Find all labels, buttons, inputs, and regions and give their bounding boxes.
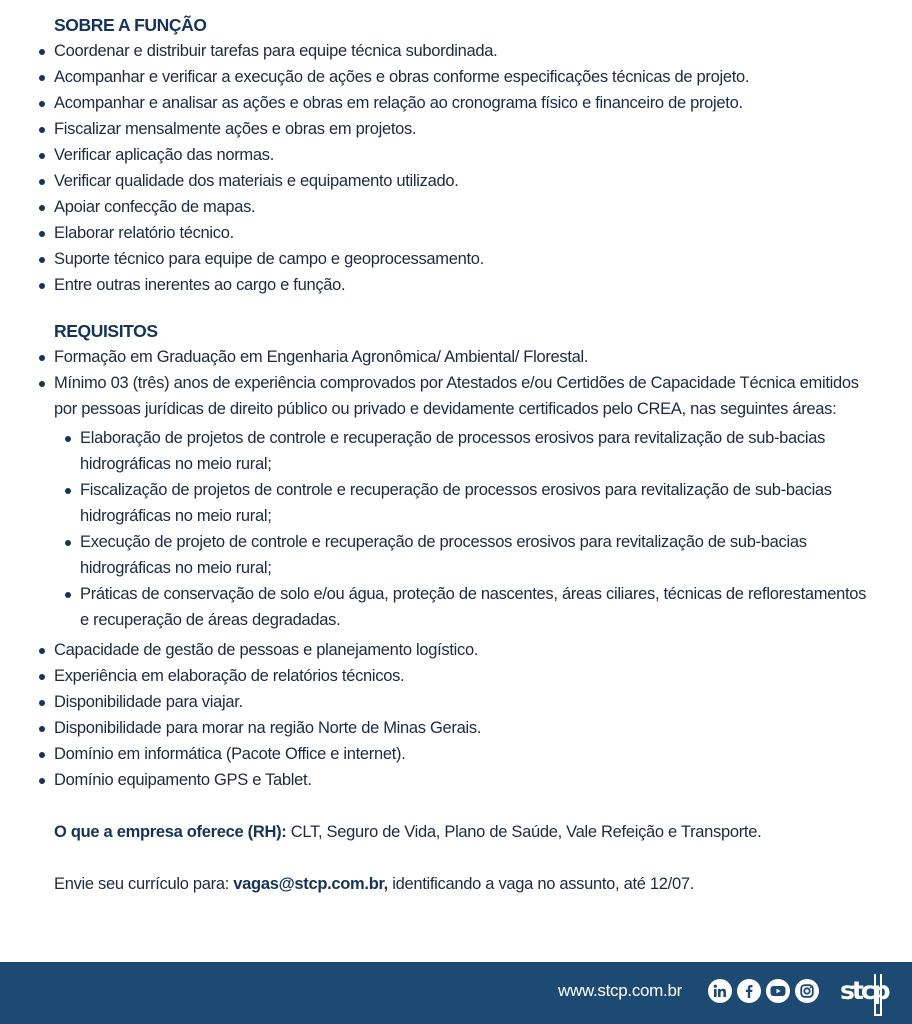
list-item: Verificar qualidade dos materiais e equipamento utilizado.	[54, 168, 874, 194]
list-item: Disponibilidade para viajar.	[54, 689, 874, 715]
requisitos-heading: REQUISITOS	[54, 321, 158, 341]
list-item: Capacidade de gestão de pessoas e planejamento logístico.	[54, 637, 874, 663]
email-link[interactable]: vagas@stcp.com.br,	[233, 875, 388, 893]
linkedin-icon[interactable]	[708, 979, 732, 1003]
list-item: Apoiar confecção de mapas.	[54, 194, 874, 220]
stcp-logo: stcp	[838, 972, 884, 1016]
instagram-icon[interactable]	[795, 979, 819, 1003]
list-item: Verificar aplicação das normas.	[54, 142, 874, 168]
sub-list-item: Execução de projeto de controle e recuperação de processos erosivos para revitalização de sub-bacias hidrográficas no meio rural;	[80, 529, 874, 581]
website-link[interactable]: www.stcp.com.br	[558, 981, 682, 1000]
sobre-list	[54, 38, 874, 298]
list-item: Acompanhar e verificar a execução de ações e obras conforme especificações técnicas de projeto.	[54, 64, 874, 90]
list-item: Domínio em informática (Pacote Office e internet).	[54, 741, 874, 767]
requisitos-list	[54, 344, 874, 793]
apply-paragraph	[54, 871, 874, 897]
sub-list-item: Práticas de conservação de solo e/ou água, proteção de nascentes, áreas ciliares, técnicas de reflorestamentos e recuperação de áreas degradadas.	[80, 581, 874, 633]
list-item: Acompanhar e analisar as ações e obras em relação ao cronograma físico e financeiro de projeto.	[54, 90, 874, 116]
list-item: Fiscalizar mensalmente ações e obras em projetos.	[54, 116, 874, 142]
list-item	[54, 370, 874, 633]
list-item: Domínio equipamento GPS e Tablet.	[54, 767, 874, 793]
list-item: Formação em Graduação em Engenharia Agronômica/ Ambiental/ Florestal.	[54, 344, 874, 370]
facebook-icon[interactable]	[737, 979, 761, 1003]
sub-list	[80, 425, 874, 633]
benefits-paragraph	[54, 819, 874, 845]
apply-suffix: identificando a vaga no assunto, até 12/07.	[387, 875, 695, 893]
list-item: Disponibilidade para morar na região Norte de Minas Gerais.	[54, 715, 874, 741]
list-item: Experiência em elaboração de relatórios técnicos.	[54, 663, 874, 689]
benefits-text: CLT, Seguro de Vida, Plano de Saúde, Vale Refeição e Transporte.	[286, 823, 762, 841]
footer-bar	[0, 962, 912, 1024]
sub-list-item: Fiscalização de projetos de controle e recuperação de processos erosivos para revitalização de sub-bacias hidrográficas no meio rural;	[80, 477, 874, 529]
job-description	[54, 12, 874, 897]
sobre-heading: SOBRE A FUNÇÃO	[54, 15, 207, 35]
benefits-label: O que a empresa oferece (RH):	[54, 823, 287, 841]
sub-list-item: Elaboração de projetos de controle e recuperação de processos erosivos para revitalização de sub-bacias hidrográficas no meio rural;	[80, 425, 874, 477]
list-item: Coordenar e distribuir tarefas para equipe técnica subordinada.	[54, 38, 874, 64]
apply-prefix: Envie seu currículo para:	[54, 875, 234, 893]
list-item: Entre outras inerentes ao cargo e função.	[54, 272, 874, 298]
youtube-icon[interactable]	[766, 979, 790, 1003]
list-item: Suporte técnico para equipe de campo e geoprocessamento.	[54, 246, 874, 272]
list-item-text: Mínimo 03 (três) anos de experiência comprovados por Atestados e/ou Certidões de Capacidade Técnica emitidos por pessoas jurídicas de direito público ou privado e devidamente certificados pelo CREA, nas seguintes áreas:	[54, 374, 859, 418]
list-item: Elaborar relatório técnico.	[54, 220, 874, 246]
social-links	[708, 979, 819, 1003]
